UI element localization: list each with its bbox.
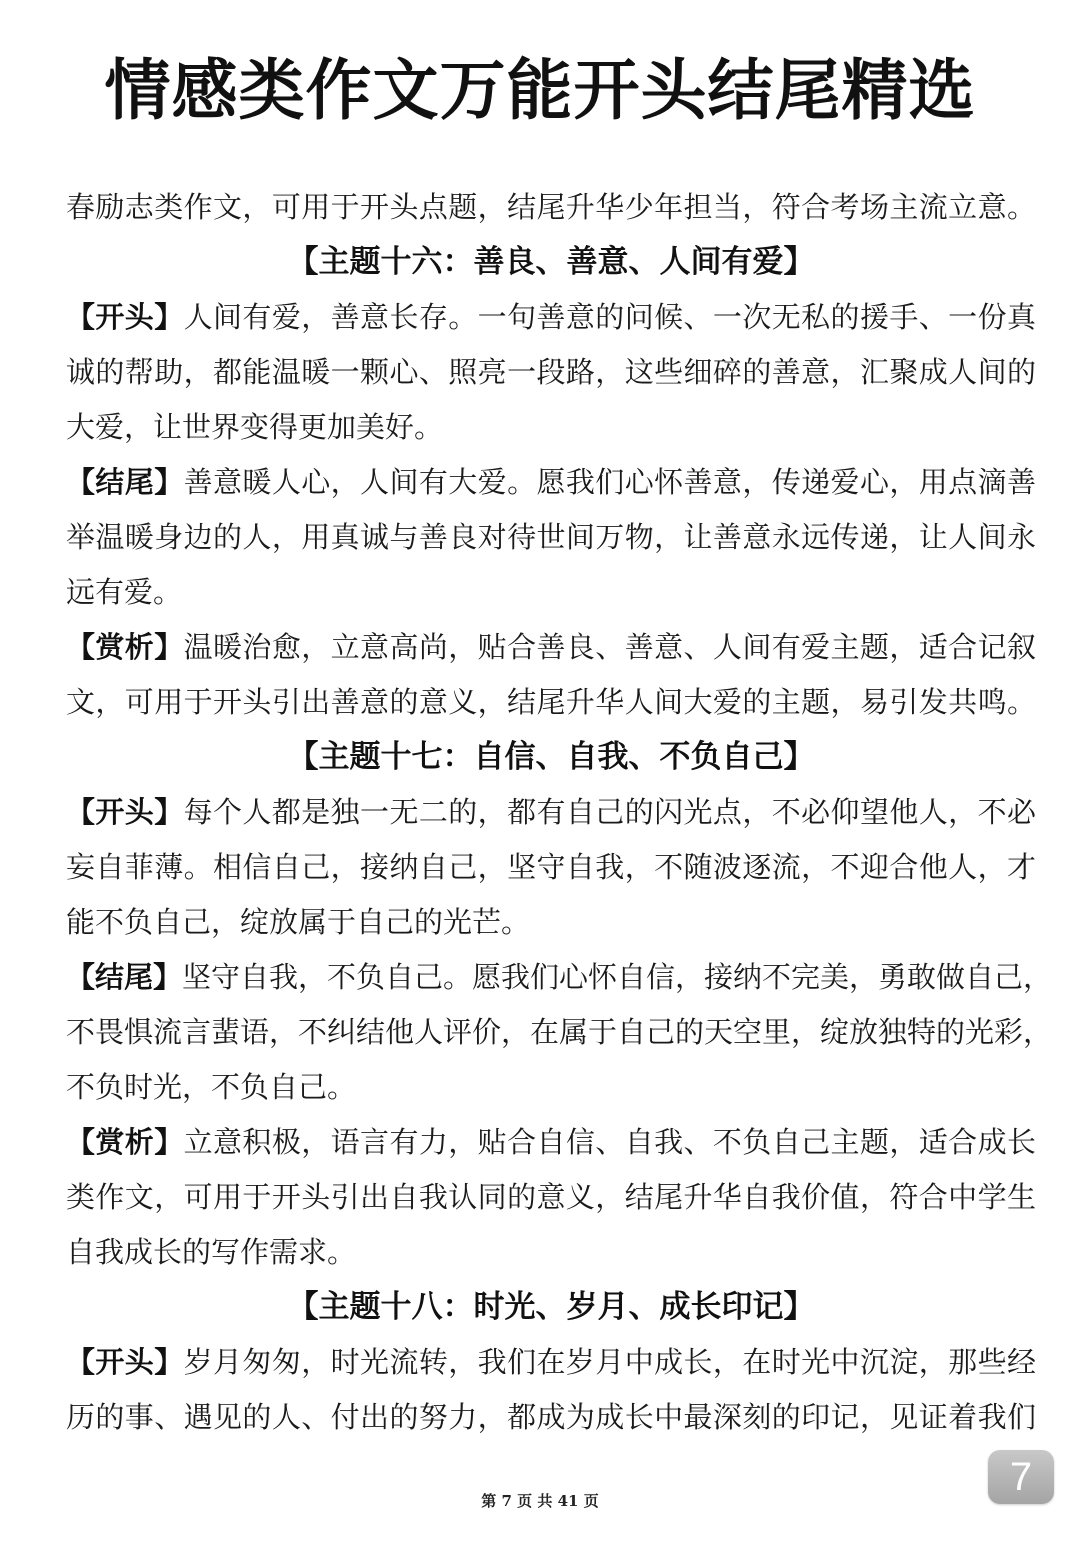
paragraph-line: 举温暖身边的人，用真诚与善良对待世间万物，让善意永远传递，让人间永 xyxy=(66,520,1036,554)
opening-tag: 【开头】 xyxy=(66,300,184,334)
ending-tag: 【结尾】 xyxy=(66,960,183,994)
paragraph-line xyxy=(66,1335,1036,1390)
paragraph-line: 远有爱。 xyxy=(66,575,183,609)
document-body xyxy=(66,180,1053,1445)
paragraph-line xyxy=(66,950,1053,1005)
opening-tag: 【开头】 xyxy=(66,795,184,829)
paragraph-line xyxy=(66,785,1036,840)
paragraph-text: 善意暖人心，人间有大爱。愿我们心怀善意，传递爱心，用点滴善 xyxy=(183,465,1036,499)
paragraph-line: 不负时光，不负自己。 xyxy=(66,1070,357,1104)
paragraph-text: 温暖治愈，立意高尚，贴合善良、善意、人间有爱主题，适合记叙 xyxy=(183,630,1036,664)
paragraph-text: 立意积极，语言有力，贴合自信、自我、不负自己主题，适合成长 xyxy=(183,1125,1036,1159)
opening-tag: 【开头】 xyxy=(66,1345,184,1379)
paragraph-line xyxy=(66,1115,1036,1170)
paragraph-line: 自我成长的写作需求。 xyxy=(66,1235,357,1269)
paragraph-text: 坚守自我，不负自己。愿我们心怀自信，接纳不完美，勇敢做自己， xyxy=(182,960,1053,994)
paragraph-line: 历的事、遇见的人、付出的努力，都成为成长中最深刻的印记，见证着我们 xyxy=(66,1400,1036,1434)
paragraph-line xyxy=(66,290,1036,345)
paragraph-text: 每个人都是独一无二的，都有自己的闪光点，不必仰望他人，不必 xyxy=(183,795,1036,829)
page-number-badge: 7 xyxy=(988,1450,1054,1504)
section-heading-17: 【主题十七：自信、自我、不负自己】 xyxy=(287,739,815,775)
paragraph-line: 能不负自己，绽放属于自己的光芒。 xyxy=(66,905,531,939)
paragraph-line: 文，可用于开头引出善意的意义，结尾升华人间大爱的主题，易引发共鸣。 xyxy=(66,685,1036,719)
section-heading-16: 【主题十六：善良、善意、人间有爱】 xyxy=(287,244,815,280)
page-title: 情感类作文万能开头结尾精选 xyxy=(104,52,976,129)
paragraph-line: 诚的帮助，都能温暖一颗心、照亮一段路，这些细碎的善意，汇聚成人间的 xyxy=(66,355,1036,389)
intro-line: 春励志类作文，可用于开头点题，结尾升华少年担当，符合考场主流立意。 xyxy=(66,190,1036,224)
analysis-tag: 【赏析】 xyxy=(66,1125,184,1159)
paragraph-line: 大爱，让世界变得更加美好。 xyxy=(66,410,444,444)
paragraph-line: 类作文，可用于开头引出自我认同的意义，结尾升华自我价值，符合中学生 xyxy=(66,1180,1036,1214)
section-heading-18: 【主题十八：时光、岁月、成长印记】 xyxy=(287,1289,815,1325)
analysis-tag: 【赏析】 xyxy=(66,630,184,664)
paragraph-line xyxy=(66,455,1036,510)
paragraph-text: 人间有爱，善意长存。一句善意的问候、一次无私的援手、一份真 xyxy=(183,300,1036,334)
paragraph-line: 不畏惧流言蜚语，不纠结他人评价，在属于自己的天空里，绽放独特的光彩， xyxy=(66,1015,1053,1049)
ending-tag: 【结尾】 xyxy=(66,465,184,499)
paragraph-line: 妄自菲薄。相信自己，接纳自己，坚守自我，不随波逐流，不迎合他人，才 xyxy=(66,850,1036,884)
paragraph-line xyxy=(66,620,1036,675)
paragraph-text: 岁月匆匆，时光流转，我们在岁月中成长，在时光中沉淀，那些经 xyxy=(183,1345,1036,1379)
page-footer: 第 7 页 共 41 页 xyxy=(481,1492,599,1510)
